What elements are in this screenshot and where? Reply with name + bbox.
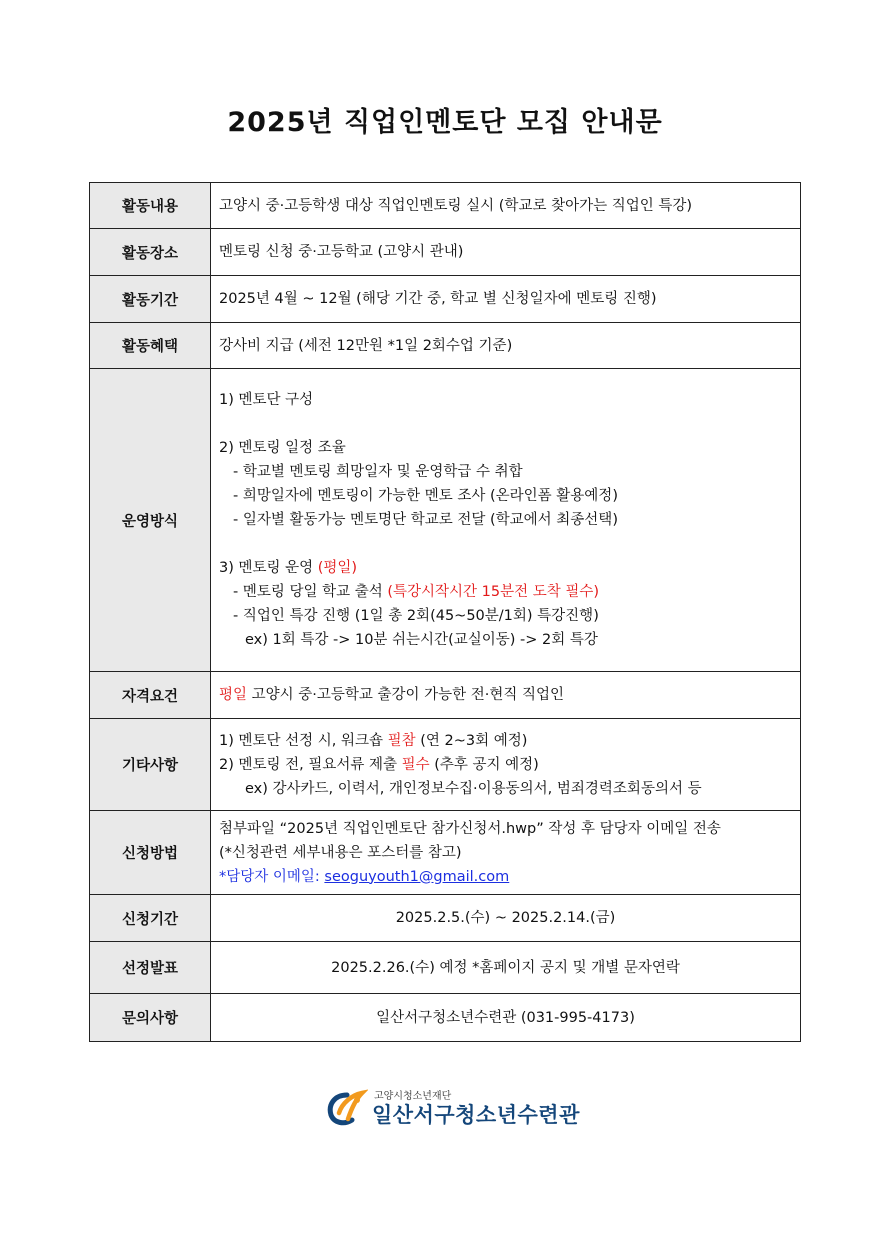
row-activity [90,183,801,229]
operation-line-7 [219,580,792,604]
logo-foundation-name: 고양시청소년재단 [374,1091,452,1102]
label-activity: 활동내용 [90,183,211,229]
etc-line-2-text: 2) 멘토링 전, 필요서류 제출 [219,756,402,773]
operation-line-6 [219,556,792,580]
etc-line-3: ex) 강사카드, 이력서, 개인정보수집·이용동의서, 범죄경력조회동의서 등 [245,780,702,797]
value-operation [211,369,801,672]
page-title: 2025년 직업인멘토단 모집 안내문 [227,107,663,138]
operation-line-7-text: - 멘토링 당일 학교 출석 [233,584,388,600]
qualification-highlight: 평일 [219,687,248,703]
label-qualification: 자격요건 [90,672,211,719]
documents-highlight: 필수 [401,756,430,773]
etc-line-1-text: 1) 멘토단 선정 시, 워크숍 [219,732,388,749]
label-place: 활동장소 [90,229,211,276]
apply-line-2: (*신청관련 세부내용은 포스터를 참고) [219,844,462,861]
row-apply-method [90,811,801,895]
value-etc [211,719,801,811]
label-inquiry: 문의사항 [90,994,211,1042]
row-inquiry [90,994,801,1042]
contact-email-label: *담당자 이메일: [219,868,325,885]
label-period: 활동기간 [90,276,211,323]
row-announcement [90,942,801,994]
apply-line-3 [219,865,792,889]
row-apply-period [90,895,801,942]
label-etc: 기타사항 [90,719,211,811]
etc-line-1 [219,729,792,753]
contact-email-link[interactable]: seoguyouth1@gmail.com [324,868,510,885]
value-benefit: 강사비 지급 (세전 12만원 *1일 2회수업 기준) [211,323,801,369]
row-period [90,276,801,323]
value-qualification [211,672,801,719]
etc-line-2 [219,753,792,777]
label-benefit: 활동혜택 [90,323,211,369]
info-table [89,182,801,1042]
logo-center-name: 일산서구청소년수련관 [372,1103,580,1127]
row-operation [90,369,801,672]
etc-line-1-tail: (연 2~3회 예정) [415,732,528,749]
etc-line-2-tail: (추후 공지 예정) [429,756,539,773]
row-etc [90,719,801,811]
value-activity: 고양시 중·고등학생 대상 직업인멘토링 실시 (학교로 찾아가는 직업인 특강) [211,183,801,229]
label-apply-period: 신청기간 [90,895,211,942]
value-period: 2025년 4월 ~ 12월 (해당 기간 중, 학교 별 신청일자에 멘토링 진행) [211,276,801,323]
weekday-highlight: (평일) [317,560,358,576]
qualification-text: 고양시 중·고등학교 출강이 가능한 전·현직 직업인 [247,687,565,703]
organization-logo [326,1085,580,1129]
row-benefit [90,323,801,369]
value-apply-method [211,811,801,895]
arrival-highlight: (특강시작시간 15분전 도착 필수) [387,584,600,600]
row-place [90,229,801,276]
value-inquiry: 일산서구청소년수련관 (031-995-4173) [211,994,801,1042]
row-qualification [90,672,801,719]
apply-line-1: 첨부파일 “2025년 직업인멘토단 참가신청서.hwp” 작성 후 담당자 이메일 전송 [219,820,721,837]
label-announcement: 선정발표 [90,942,211,994]
operation-line-2: 2) 멘토링 일정 조율 [219,440,346,456]
value-announcement: 2025.2.26.(수) 예정 *홈페이지 공지 및 개별 문자연락 [211,942,801,994]
workshop-highlight: 필참 [387,732,416,749]
label-apply-method: 신청방법 [90,811,211,895]
operation-line-4: - 희망일자에 멘토링이 가능한 멘토 조사 (온라인폼 활용예정) [233,488,618,504]
value-apply-period: 2025.2.5.(수) ~ 2025.2.14.(금) [211,895,801,942]
logo-emblem-icon [326,1089,368,1127]
operation-line-1: 1) 멘토단 구성 [219,392,314,408]
operation-line-6-text: 3) 멘토링 운영 [219,560,318,576]
operation-line-8: - 직업인 특강 진행 (1일 총 2회(45~50분/1회) 특강진행) [233,608,599,624]
operation-line-5: - 일자별 활동가능 멘토명단 학교로 전달 (학교에서 최종선택) [233,512,618,528]
operation-line-9: ex) 1회 특강 -> 10분 쉬는시간(교실이동) -> 2회 특강 [245,632,598,648]
operation-line-3: - 학교별 멘토링 희망일자 및 운영학급 수 취합 [233,464,523,480]
label-operation: 운영방식 [90,369,211,672]
value-place: 멘토링 신청 중·고등학교 (고양시 관내) [211,229,801,276]
